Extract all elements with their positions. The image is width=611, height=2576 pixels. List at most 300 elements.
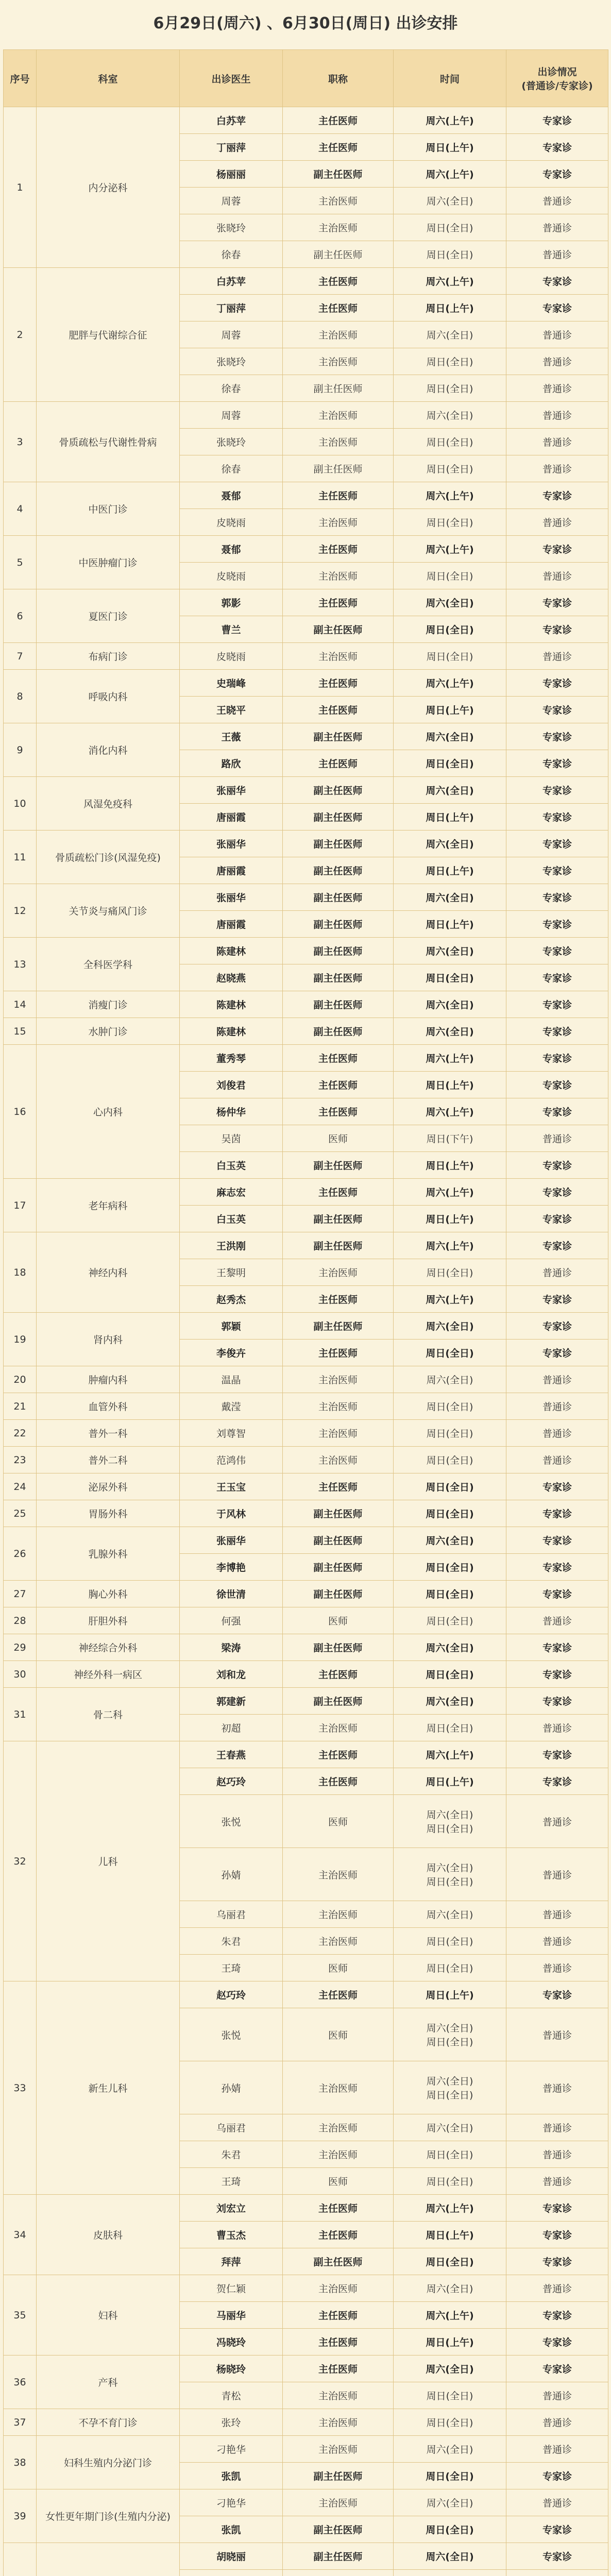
row-number: 29	[4, 1634, 37, 1661]
clinic-time: 周六(全日)	[394, 2114, 506, 2141]
doctor-title: 主任医师	[283, 1072, 394, 1098]
doctor-name: 王洪刚	[180, 1232, 283, 1259]
department-name: 消化内科	[37, 723, 180, 777]
doctor-name: 胡晓丽	[180, 2543, 283, 2570]
doctor-name: 朱君	[180, 2141, 283, 2168]
doctor-title: 医师	[283, 2168, 394, 2195]
clinic-time: 周日(上午)	[394, 2222, 506, 2248]
doctor-title: 医师	[283, 2008, 394, 2061]
row-number: 19	[4, 1313, 37, 1366]
table-row	[4, 1981, 608, 2008]
clinic-type: 普通诊	[506, 1715, 608, 1741]
table-row	[4, 1045, 608, 1072]
clinic-type: 普通诊	[506, 188, 608, 214]
doctor-name: 唐丽霞	[180, 804, 283, 831]
doctor-title: 医师	[283, 1607, 394, 1634]
doctor-name: 路欣	[180, 750, 283, 777]
department-name: 普外一科	[37, 1420, 180, 1447]
row-number: 32	[4, 1741, 37, 1981]
clinic-type: 专家诊	[506, 1232, 608, 1259]
doctor-name: 周蓉	[180, 188, 283, 214]
department-name: 骨质疏松与代谢性骨病	[37, 402, 180, 482]
department-name: 肝胆外科	[37, 1607, 180, 1634]
doctor-title: 副主任医师	[283, 911, 394, 938]
doctor-name: 董秀琴	[180, 1045, 283, 1072]
doctor-title: 主治医师	[283, 1447, 394, 1473]
doctor-name: 赵巧玲	[180, 1768, 283, 1795]
doctor-title: 主任医师	[283, 1045, 394, 1072]
clinic-type: 普通诊	[506, 643, 608, 670]
clinic-time: 周日(全日)	[394, 616, 506, 643]
row-number	[4, 2543, 37, 2576]
doctor-title: 副主任医师	[283, 2516, 394, 2543]
clinic-time: 周日(全日)	[394, 509, 506, 536]
doctor-title: 主治医师	[283, 2275, 394, 2302]
doctor-title: 副主任医师	[283, 1688, 394, 1715]
doctor-title: 副主任医师	[283, 2463, 394, 2489]
table-row	[4, 777, 608, 804]
doctor-title: 副主任医师	[283, 241, 394, 268]
doctor-title: 副主任医师	[283, 884, 394, 911]
department-name: 老年病科	[37, 1179, 180, 1232]
department-name: 关节炎与痛风门诊	[37, 884, 180, 938]
department-name: 骨二科	[37, 1688, 180, 1741]
table-row	[4, 1473, 608, 1500]
clinic-time: 周六(全日)	[394, 321, 506, 348]
clinic-type: 专家诊	[506, 1741, 608, 1768]
doctor-name: 马丽华	[180, 2302, 283, 2329]
department-name: 神经综合外科	[37, 1634, 180, 1661]
doctor-title: 副主任医师	[283, 857, 394, 884]
doctor-name: 于风林	[180, 1500, 283, 1527]
row-number: 2	[4, 268, 37, 402]
clinic-time: 周日(全日)	[394, 750, 506, 777]
table-row	[4, 482, 608, 509]
doctor-title: 主治医师	[283, 509, 394, 536]
department-name: 中医肿瘤门诊	[37, 536, 180, 589]
department-name: 夏医门诊	[37, 589, 180, 643]
clinic-time: 周日(全日)	[394, 964, 506, 991]
doctor-title: 主治医师	[283, 321, 394, 348]
doctor-title: 副主任医师	[283, 616, 394, 643]
doctor-title: 主任医师	[283, 1098, 394, 1125]
doctor-name: 王琦	[180, 1955, 283, 1981]
clinic-type: 专家诊	[506, 2329, 608, 2355]
doctor-title: 副主任医师	[283, 1206, 394, 1232]
clinic-time: 周六(全日)	[394, 402, 506, 429]
doctor-title: 副主任医师	[283, 964, 394, 991]
clinic-time: 周日(全日)	[394, 375, 506, 402]
row-number: 12	[4, 884, 37, 938]
doctor-title: 副主任医师	[283, 938, 394, 964]
clinic-time: 周日(全日)	[394, 643, 506, 670]
doctor-title: 主任医师	[283, 2329, 394, 2355]
clinic-type: 专家诊	[506, 804, 608, 831]
clinic-time: 周日(上午)	[394, 134, 506, 161]
doctor-title: 医师	[283, 1795, 394, 1848]
table-row	[4, 2409, 608, 2436]
doctor-name: 白玉英	[180, 1206, 283, 1232]
clinic-time: 周六(全日)	[394, 2275, 506, 2302]
clinic-type: 普通诊	[506, 2489, 608, 2516]
table-row	[4, 723, 608, 750]
doctor-name: 唐丽霞	[180, 911, 283, 938]
doctor-name: 徐春	[180, 375, 283, 402]
doctor-name: 张玲	[180, 2409, 283, 2436]
doctor-title: 主治医师	[283, 2141, 394, 2168]
clinic-type: 专家诊	[506, 2463, 608, 2489]
doctor-name: 曹玉杰	[180, 2222, 283, 2248]
clinic-type: 普通诊	[506, 2141, 608, 2168]
clinic-type: 普通诊	[506, 1366, 608, 1393]
clinic-time: 周六(上午)	[394, 1286, 506, 1313]
row-number: 20	[4, 1366, 37, 1393]
clinic-type: 专家诊	[506, 857, 608, 884]
doctor-title: 主治医师	[283, 2489, 394, 2516]
clinic-time: 周日(上午)	[394, 1072, 506, 1098]
clinic-type: 专家诊	[506, 964, 608, 991]
doctor-title: 副主任医师	[283, 723, 394, 750]
doctor-title: 副主任医师	[283, 1018, 394, 1045]
clinic-time: 周六(全日)	[394, 1018, 506, 1045]
doctor-title: 主治医师	[283, 2061, 394, 2114]
table-row	[4, 1661, 608, 1688]
department-name: 心内科	[37, 1045, 180, 1179]
clinic-time: 周日(全日)	[394, 1259, 506, 1286]
clinic-time: 周六(全日) 周日(全日)	[394, 1795, 506, 1848]
department-name: 肿瘤内科	[37, 1366, 180, 1393]
clinic-type: 普通诊	[506, 429, 608, 455]
clinic-time: 周日(全日)	[394, 214, 506, 241]
clinic-time: 周日(全日)	[394, 2516, 506, 2543]
doctor-name: 张晓玲	[180, 429, 283, 455]
row-number: 11	[4, 831, 37, 884]
doctor-title: 主任医师	[283, 670, 394, 697]
table-row	[4, 1527, 608, 1554]
table-row	[4, 536, 608, 563]
row-number: 28	[4, 1607, 37, 1634]
table-row	[4, 589, 608, 616]
row-number: 5	[4, 536, 37, 589]
row-number: 18	[4, 1232, 37, 1313]
doctor-name: 张凯	[180, 2516, 283, 2543]
doctor-name: 杨仲华	[180, 1098, 283, 1125]
doctor-name: 刘俊君	[180, 1072, 283, 1098]
row-number: 14	[4, 991, 37, 1018]
doctor-name: 白玉英	[180, 1152, 283, 1179]
doctor-title: 主治医师	[283, 2409, 394, 2436]
header-row	[4, 50, 608, 107]
doctor-title: 主任医师	[283, 1981, 394, 2008]
clinic-type: 普通诊	[506, 402, 608, 429]
clinic-type: 专家诊	[506, 991, 608, 1018]
department-name: 中医门诊	[37, 482, 180, 536]
department-name: 呼吸内科	[37, 670, 180, 723]
schedule-body	[4, 107, 608, 2576]
table-row	[4, 1581, 608, 1607]
row-number: 33	[4, 1981, 37, 2195]
doctor-title: 主任医师	[283, 107, 394, 134]
table-row	[4, 402, 608, 429]
clinic-type: 专家诊	[506, 1179, 608, 1206]
doctor-title: 副主任医师	[283, 1554, 394, 1581]
clinic-type: 专家诊	[506, 2543, 608, 2570]
clinic-type: 专家诊	[506, 1527, 608, 1554]
clinic-time: 周日(上午)	[394, 295, 506, 321]
row-number: 24	[4, 1473, 37, 1500]
clinic-time: 周日(上午)	[394, 1768, 506, 1795]
clinic-type: 专家诊	[506, 295, 608, 321]
clinic-type: 普通诊	[506, 1607, 608, 1634]
table-row	[4, 1634, 608, 1661]
doctor-title: 主治医师	[283, 2114, 394, 2141]
doctor-name: 皮晓雨	[180, 643, 283, 670]
row-number: 35	[4, 2275, 37, 2355]
clinic-type: 普通诊	[506, 1420, 608, 1447]
clinic-type: 普通诊	[506, 1928, 608, 1955]
doctor-title: 副主任医师	[283, 804, 394, 831]
clinic-time: 周日(全日)	[394, 2409, 506, 2436]
table-row	[4, 268, 608, 295]
clinic-time: 周六(上午)	[394, 2302, 506, 2329]
clinic-type: 专家诊	[506, 1981, 608, 2008]
clinic-time: 周六(上午)	[394, 1045, 506, 1072]
doctor-title: 主治医师	[283, 1366, 394, 1393]
doctor-name: 朱君	[180, 1928, 283, 1955]
table-row	[4, 1366, 608, 1393]
clinic-type: 普通诊	[506, 2168, 608, 2195]
doctor-title: 主治医师	[283, 1393, 394, 1420]
department-name: 布病门诊	[37, 643, 180, 670]
clinic-type: 普通诊	[506, 1795, 608, 1848]
clinic-time: 周六(全日) 周日(全日)	[394, 2061, 506, 2114]
department-name: 肾内科	[37, 1313, 180, 1366]
row-number: 15	[4, 1018, 37, 1045]
doctor-name: 刁艳华	[180, 2489, 283, 2516]
doctor-name: 曹兰	[180, 616, 283, 643]
doctor-name: 张丽华	[180, 831, 283, 857]
clinic-time: 周六(全日)	[394, 884, 506, 911]
doctor-title: 主任医师	[283, 2355, 394, 2382]
clinic-time: 周日(全日)	[394, 1340, 506, 1366]
doctor-name: 王黎明	[180, 1259, 283, 1286]
department-name: 儿科	[37, 1741, 180, 1981]
row-number: 30	[4, 1661, 37, 1688]
doctor-name: 戴滢	[180, 1393, 283, 1420]
clinic-time	[394, 2570, 506, 2576]
department-name: 风湿免疫科	[37, 777, 180, 831]
header-title: 职称	[283, 50, 394, 107]
clinic-time: 周六(上午)	[394, 2195, 506, 2222]
row-number: 27	[4, 1581, 37, 1607]
doctor-title: 主任医师	[283, 536, 394, 563]
doctor-title: 副主任医师	[283, 1581, 394, 1607]
clinic-time: 周六(全日)	[394, 2489, 506, 2516]
row-number: 39	[4, 2489, 37, 2543]
clinic-type: 普通诊	[506, 1393, 608, 1420]
doctor-name: 丁丽萍	[180, 295, 283, 321]
clinic-type: 普通诊	[506, 375, 608, 402]
doctor-title: 主任医师	[283, 2195, 394, 2222]
doctor-name: 郭颖	[180, 1313, 283, 1340]
doctor-name: 李博艳	[180, 1554, 283, 1581]
clinic-type: 普通诊	[506, 2275, 608, 2302]
doctor-title: 医师	[283, 1955, 394, 1981]
doctor-name	[180, 2570, 283, 2576]
clinic-type: 专家诊	[506, 1554, 608, 1581]
doctor-name: 张晓玲	[180, 214, 283, 241]
clinic-time: 周六(全日)	[394, 777, 506, 804]
clinic-time: 周日(下午)	[394, 1125, 506, 1152]
clinic-time: 周日(全日)	[394, 1955, 506, 1981]
clinic-type: 专家诊	[506, 107, 608, 134]
doctor-title: 主治医师	[283, 214, 394, 241]
doctor-name: 杨晓玲	[180, 2355, 283, 2382]
department-name	[37, 2543, 180, 2576]
clinic-time: 周六(全日)	[394, 1527, 506, 1554]
header-dept: 科室	[37, 50, 180, 107]
clinic-type: 专家诊	[506, 1634, 608, 1661]
clinic-type: 专家诊	[506, 831, 608, 857]
department-name: 神经外科一病区	[37, 1661, 180, 1688]
clinic-type: 普通诊	[506, 2114, 608, 2141]
doctor-name: 冯晓玲	[180, 2329, 283, 2355]
table-row	[4, 831, 608, 857]
table-row	[4, 107, 608, 134]
department-name: 消瘦门诊	[37, 991, 180, 1018]
doctor-title	[283, 2570, 394, 2576]
doctor-title: 主任医师	[283, 2302, 394, 2329]
doctor-name: 郭建新	[180, 1688, 283, 1715]
department-name: 妇科	[37, 2275, 180, 2355]
clinic-type: 专家诊	[506, 1340, 608, 1366]
row-number: 23	[4, 1447, 37, 1473]
doctor-title: 主任医师	[283, 1661, 394, 1688]
doctor-title: 副主任医师	[283, 1527, 394, 1554]
department-name: 胸心外科	[37, 1581, 180, 1607]
clinic-time: 周日(全日)	[394, 348, 506, 375]
doctor-title: 主任医师	[283, 295, 394, 321]
department-name: 普外二科	[37, 1447, 180, 1473]
clinic-time: 周日(全日)	[394, 1607, 506, 1634]
doctor-title: 副主任医师	[283, 455, 394, 482]
clinic-time: 周日(全日)	[394, 2248, 506, 2275]
clinic-type: 普通诊	[506, 321, 608, 348]
doctor-title: 副主任医师	[283, 831, 394, 857]
clinic-type: 专家诊	[506, 1018, 608, 1045]
table-row	[4, 2436, 608, 2463]
doctor-name: 赵晓燕	[180, 964, 283, 991]
clinic-type: 普通诊	[506, 1447, 608, 1473]
doctor-name: 范鸿伟	[180, 1447, 283, 1473]
clinic-time: 周日(上午)	[394, 857, 506, 884]
row-number: 7	[4, 643, 37, 670]
clinic-time: 周日(全日)	[394, 2168, 506, 2195]
clinic-time: 周日(上午)	[394, 1981, 506, 2008]
clinic-time: 周日(上午)	[394, 1152, 506, 1179]
clinic-type: 普通诊	[506, 1955, 608, 1981]
clinic-type: 专家诊	[506, 1152, 608, 1179]
clinic-time: 周六(全日)	[394, 1901, 506, 1928]
doctor-name: 皮晓雨	[180, 509, 283, 536]
clinic-time: 周六(上午)	[394, 1232, 506, 1259]
doctor-name: 张悦	[180, 2008, 283, 2061]
doctor-name: 刘和龙	[180, 1661, 283, 1688]
table-row	[4, 1500, 608, 1527]
department-name: 产科	[37, 2355, 180, 2409]
doctor-title: 副主任医师	[283, 161, 394, 188]
clinic-type: 专家诊	[506, 1286, 608, 1313]
clinic-time: 周六(全日)	[394, 188, 506, 214]
doctor-name: 贺仁颖	[180, 2275, 283, 2302]
doctor-title: 主任医师	[283, 1741, 394, 1768]
doctor-name: 王琦	[180, 2168, 283, 2195]
row-number: 38	[4, 2436, 37, 2489]
table-row	[4, 1420, 608, 1447]
doctor-name: 孙婧	[180, 2061, 283, 2114]
clinic-time: 周六(上午)	[394, 670, 506, 697]
table-row	[4, 2543, 608, 2570]
row-number: 21	[4, 1393, 37, 1420]
row-number: 22	[4, 1420, 37, 1447]
clinic-time: 周日(全日)	[394, 455, 506, 482]
doctor-name: 赵秀杰	[180, 1286, 283, 1313]
doctor-name: 周蓉	[180, 402, 283, 429]
clinic-type	[506, 2570, 608, 2576]
doctor-name: 陈建林	[180, 1018, 283, 1045]
doctor-title: 主治医师	[283, 2382, 394, 2409]
doctor-title: 主治医师	[283, 1259, 394, 1286]
clinic-type: 专家诊	[506, 697, 608, 723]
row-number: 13	[4, 938, 37, 991]
clinic-type: 专家诊	[506, 161, 608, 188]
clinic-type: 专家诊	[506, 616, 608, 643]
table-row	[4, 1179, 608, 1206]
clinic-type: 专家诊	[506, 268, 608, 295]
doctor-name: 乌丽君	[180, 2114, 283, 2141]
doctor-name: 聂郁	[180, 482, 283, 509]
doctor-name: 王晓平	[180, 697, 283, 723]
clinic-type: 专家诊	[506, 482, 608, 509]
doctor-title: 副主任医师	[283, 1634, 394, 1661]
doctor-name: 初超	[180, 1715, 283, 1741]
clinic-type: 普通诊	[506, 455, 608, 482]
doctor-name: 王春燕	[180, 1741, 283, 1768]
table-row	[4, 2195, 608, 2222]
department-name: 神经内科	[37, 1232, 180, 1313]
doctor-title: 主任医师	[283, 268, 394, 295]
clinic-type: 专家诊	[506, 2302, 608, 2329]
table-row	[4, 938, 608, 964]
clinic-time: 周六(上午)	[394, 161, 506, 188]
clinic-type: 专家诊	[506, 1045, 608, 1072]
clinic-type: 专家诊	[506, 670, 608, 697]
clinic-type: 专家诊	[506, 2222, 608, 2248]
row-number: 1	[4, 107, 37, 268]
clinic-time: 周六(全日)	[394, 1634, 506, 1661]
doctor-name: 何强	[180, 1607, 283, 1634]
row-number: 10	[4, 777, 37, 831]
row-number: 3	[4, 402, 37, 482]
doctor-name: 温晶	[180, 1366, 283, 1393]
doctor-name: 梁涛	[180, 1634, 283, 1661]
clinic-type: 专家诊	[506, 1661, 608, 1688]
row-number: 25	[4, 1500, 37, 1527]
clinic-time: 周日(上午)	[394, 1206, 506, 1232]
department-name: 全科医学科	[37, 938, 180, 991]
doctor-title: 主任医师	[283, 1768, 394, 1795]
doctor-title: 主任医师	[283, 1473, 394, 1500]
